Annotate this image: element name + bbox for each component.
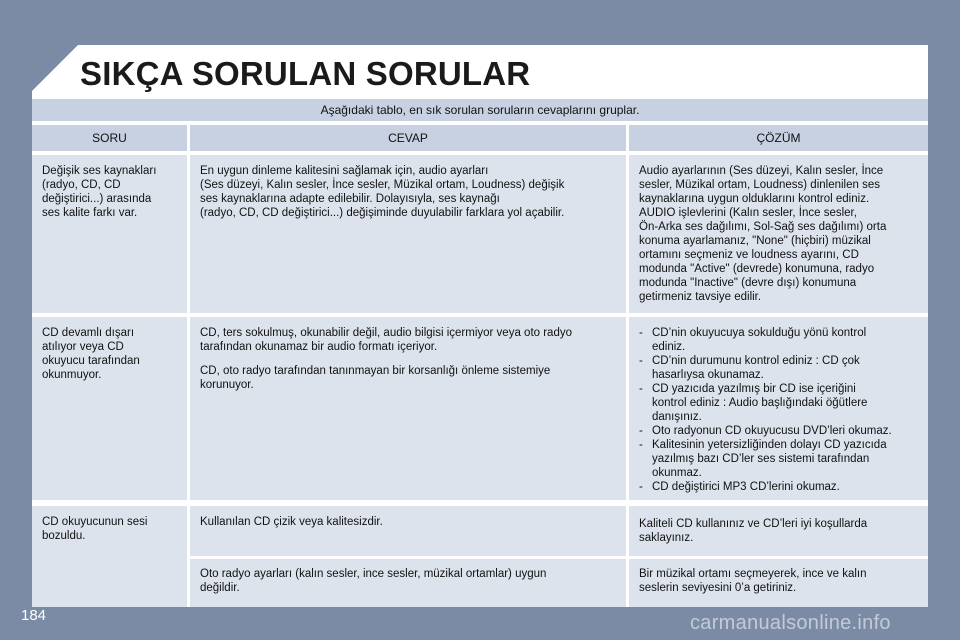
- row2-cozum-cell: [629, 317, 928, 500]
- row3b-cozum-cell: [629, 559, 928, 607]
- row3a-cevap-cell: [190, 506, 626, 556]
- row1-cevap-cell: [190, 155, 626, 313]
- header-cevap: CEVAP: [190, 125, 626, 151]
- list-item: - CD yazıcıda yazılmış bir CD ise içeriğini kontrol ediniz : Audio başlığındaki öğütlere danışınız.: [639, 382, 918, 424]
- list-item: - Kalitesinin yetersizliğinden dolayı CD yazıcıda yazılmış bazı CD’ler ses sistemi tarafından okunmaz.: [639, 438, 918, 480]
- row2-cozum-list: [639, 326, 918, 494]
- watermark: carmanualsonline.info: [690, 612, 891, 634]
- row1-soru-cell: [32, 155, 187, 313]
- page-number: 184: [21, 607, 47, 624]
- row3a-cozum: Kaliteli CD kullanınız ve CD’leri iyi koşullarda saklayınız.: [639, 518, 868, 544]
- row1-soru: Değişik ses kaynakları (radyo, CD, CD değiştirici...) arasında ses kalite farkı var.: [42, 165, 157, 219]
- row2-cevap-cell: [190, 317, 626, 500]
- row1-cozum-cell: [629, 155, 928, 313]
- row2-cevap-2: CD, oto radyo tarafından tanınmayan bir korsanlığı önleme sistemiye korunuyor.: [200, 365, 551, 391]
- header-soru: SORU: [32, 125, 187, 151]
- list-item: - CD’nin durumunu kontrol ediniz : CD çok hasarlıysa okunamaz.: [639, 354, 918, 382]
- row3-soru: CD okuyucunun sesi bozuldu.: [42, 516, 148, 542]
- row3a-cevap: Kullanılan CD çizik veya kalitesizdir.: [200, 516, 383, 528]
- row1-cozum: Audio ayarlarının (Ses düzeyi, Kalın sesler, İnce sesler, Müzikal ortam, Loudness) dinlenilen ses kaynaklarına uygun olduklarını kontrol ediniz. AUDIO işlevlerini (Kalın sesler, İnce sesler, Ön-Arka ses dağılımı, Sol-Sağ ses dağılımı) orta konuma ayarlamanız, "None" (hiçbiri) müzikal ortamını seçmeniz ve loudness ayarını, CD modunda "Active" (devrede) konumuna, radyo modunda "Inactive" (devre dışı) konumuna getirmeniz tavsiye edilir.: [639, 165, 887, 303]
- page-title: SIKÇA SORULAN SORULAR: [80, 55, 531, 92]
- row2-soru-cell: [32, 317, 187, 500]
- row3b-cozum: Bir müzikal ortamı seçmeyerek, ince ve kalın seslerin seviyesini 0’a getiriniz.: [639, 568, 867, 594]
- header-cozum: ÇÖZÜM: [629, 125, 928, 151]
- list-item: - CD değiştirici MP3 CD’lerini okumaz.: [639, 480, 918, 494]
- row3b-cevap: Oto radyo ayarları (kalın sesler, ince sesler, müzikal ortamlar) uygun değildir.: [200, 568, 547, 594]
- row3a-cozum-cell: [629, 506, 928, 556]
- intro-bar: Aşağıdaki tablo, en sık sorulan soruların cevaplarını gruplar.: [32, 99, 928, 121]
- row3b-cevap-cell: [190, 559, 626, 607]
- row1-cevap: En uygun dinleme kalitesini sağlamak için, audio ayarları (Ses düzeyi, Kalın sesler, İnce sesler, Müzikal ortam, Loudness) değişik ses kaynaklarına adapte edilebilir. Dolayısıyla, ses kaynağı (radyo, CD, CD değiştirici...) değişiminde duyulabilir farklara yol açabilir.: [200, 165, 565, 219]
- row2-soru: CD devamlı dışarı atılıyor veya CD okuyucu tarafından okunmuyor.: [42, 327, 140, 381]
- panel-corner-cut: [32, 45, 78, 91]
- row3-soru-cell: [32, 506, 187, 607]
- list-item: - CD’nin okuyucuya sokulduğu yönü kontrol ediniz.: [639, 326, 918, 354]
- list-item: - Oto radyonun CD okuyucusu DVD’leri okumaz.: [639, 424, 918, 438]
- row2-cevap-1: CD, ters sokulmuş, okunabilir değil, audio bilgisi içermiyor veya oto radyo tarafından okunamaz bir audio formatı içeriyor.: [200, 327, 572, 353]
